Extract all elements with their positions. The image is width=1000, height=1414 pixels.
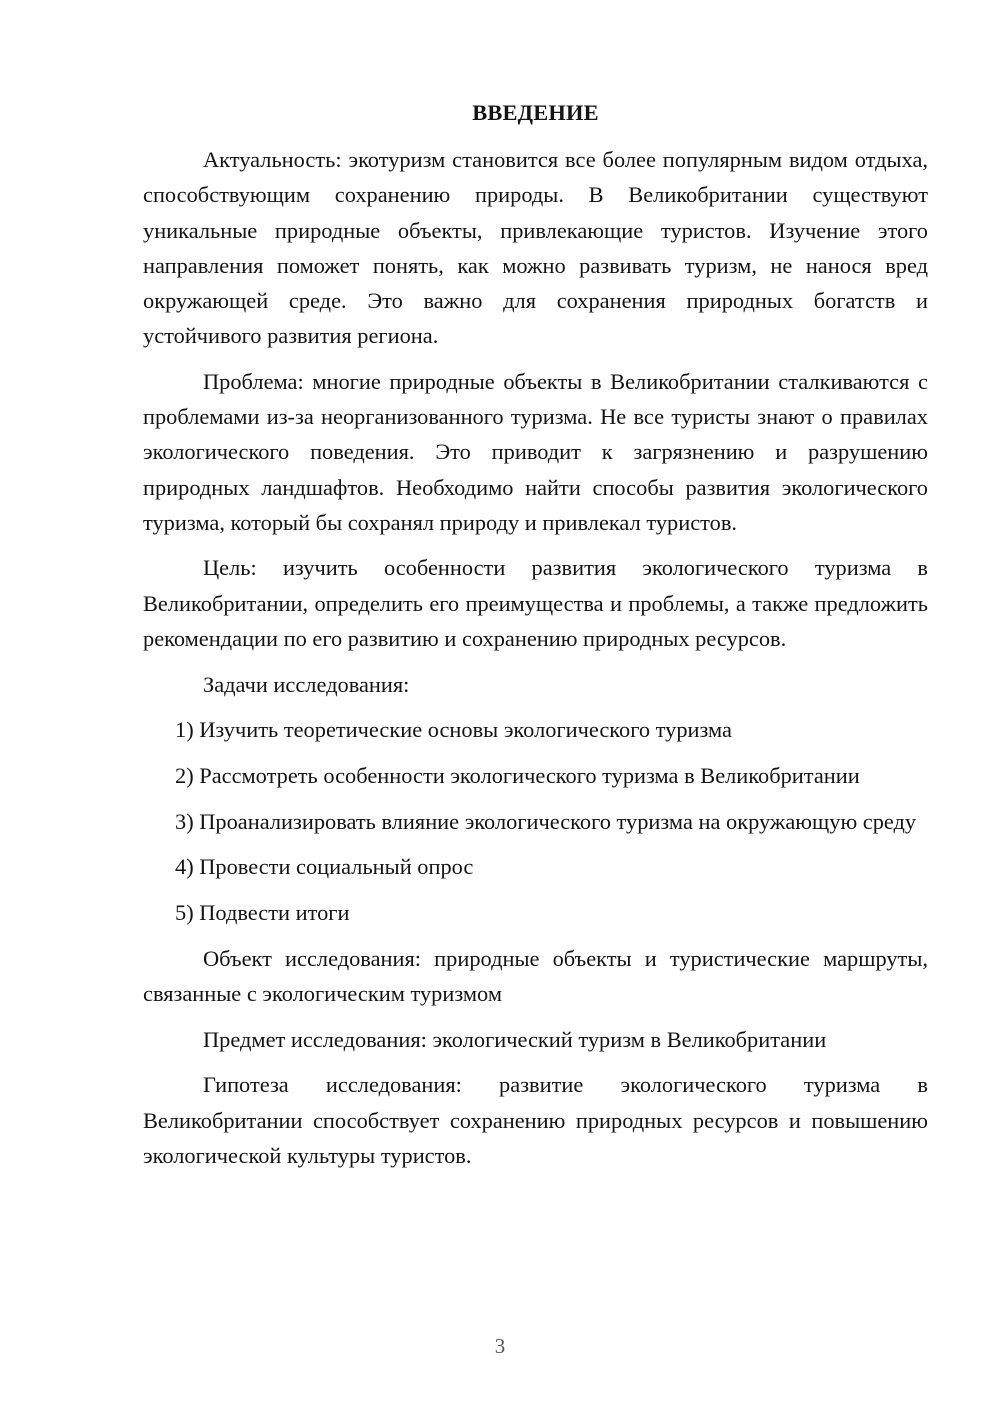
page-content [143,95,928,1183]
task-item: 4) Провести социальный опрос [175,854,474,880]
tasks-heading: Задачи исследования: [203,671,410,697]
task-item: 2) Рассмотреть особенности экологического туризма в Великобритании [175,762,860,788]
task-item: 3) Проанализировать влияние экологического туризма на окружающую среду [175,808,917,834]
problem-paragraph: Проблема: многие природные объекты в Великобритании сталкиваются с проблемами из-за неорганизованного туризма. Не все туристы знают о правилах экологического поведения. Это приводит к загрязнению и разрушению природных ландшафтов. Необходимо найти способы развития экологического туризма, который бы сохранял природу и привлекал туристов. [143,368,928,535]
task-item: 5) Подвести итоги [175,900,350,926]
subject-paragraph: Предмет исследования: экологический туризм в Великобритании [203,1026,827,1052]
relevance-paragraph: Актуальность: экотуризм становится все более популярным видом отдыха, способствующим сохранению природы. В Великобритании существуют уникальные природные объекты, привлекающие туристов. Изучение этого направления поможет понять, как можно развивать туризм, не нанося вред окружающей среде. Это важно для сохранения природных богатств и устойчивого развития региона. [143,147,928,349]
section-title: ВВЕДЕНИЕ [472,100,599,125]
page-number: 3 [494,1334,506,1358]
task-item: 1) Изучить теоретические основы экологического туризма [175,717,732,743]
hypothesis-paragraph: Гипотеза исследования: развитие экологического туризма в Великобритании способствует сохранению природных ресурсов и повышению экологической культуры туристов. [143,1072,928,1168]
goal-paragraph: Цель: изучить особенности развития экологического туризма в Великобритании, определить его преимущества и проблемы, а также предложить рекомендации по его развитию и сохранению природных ресурсов. [143,555,928,651]
object-paragraph: Объект исследования: природные объекты и туристические маршруты, связанные с экологическим туризмом [143,945,928,1006]
